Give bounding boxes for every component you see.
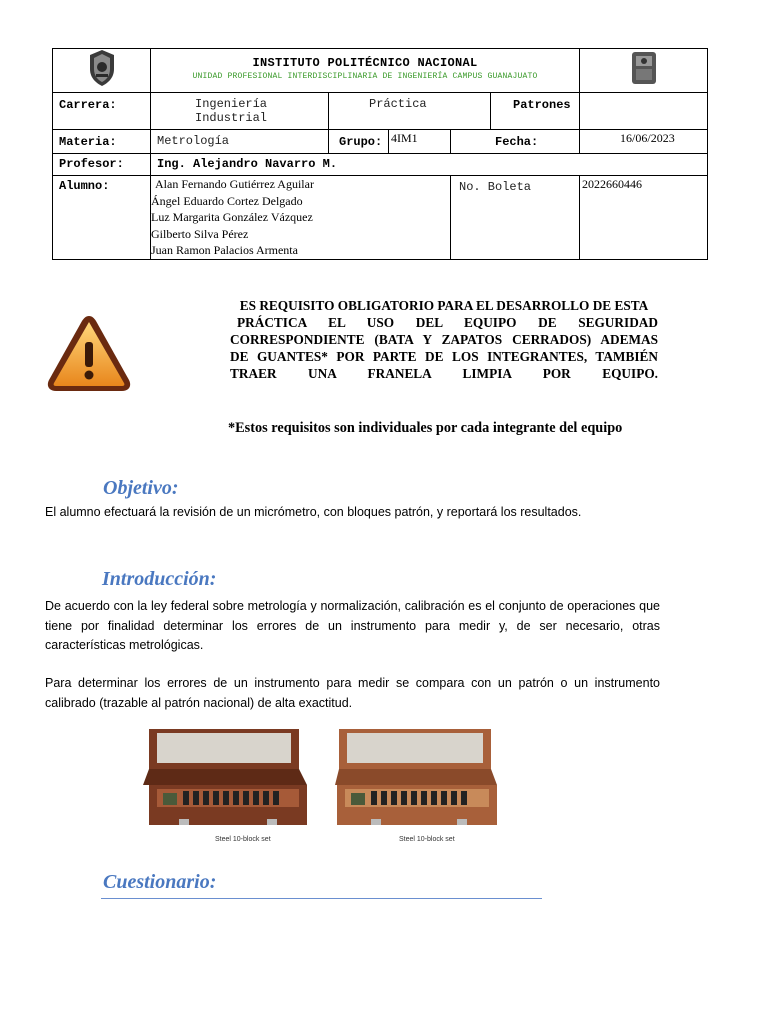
upiig-logo-icon [630,50,658,86]
cuestionario-heading: Cuestionario: [103,871,217,893]
caption-right: Steel 10-block set [399,836,455,843]
requirements-note: *Estos requisitos son individuales por cada integrante del equipo [228,420,623,436]
practica-label: Práctica [329,93,491,130]
student-name: Luz Margarita González Vázquez [151,210,313,224]
warning-line: TRAER UNA FRANELA LIMPIA POR EQUIPO. [230,366,658,381]
carrera-value-line-1: Ingeniería [195,97,268,111]
introduccion-heading: Introducción: [102,568,217,590]
profesor-label: Profesor: [53,154,151,176]
carrera-value-line-2: Industrial [195,111,268,125]
students-list [151,176,451,260]
grupo-value: 4IM1 [389,130,451,154]
header-table [52,48,708,260]
introduccion-paragraph-1: De acuerdo con la ley federal sobre metrología y normalización, calibración es el conjunto de operaciones que tiene por finalidad determinar los errores de un instrumento para medir y, de ser necesario, otras características metrológicas. [45,599,660,652]
institute-name: INSTITUTO POLITÉCNICO NACIONAL [252,56,478,70]
practica-value: Patrones [491,93,580,130]
fecha-label: Fecha: [451,130,580,154]
institute-cell [151,49,580,93]
student-name: Gilberto Silva Pérez [151,226,249,241]
materia-label: Materia: [53,130,151,154]
student-name: Ángel Eduardo Cortez Delgado [151,193,303,208]
grupo-label: Grupo: [329,130,389,154]
alumno-label: Alumno: [53,176,151,260]
fecha-value: 16/06/2023 [580,130,708,154]
logo-right-cell [580,49,708,93]
cuestionario-underline [101,898,542,899]
warning-line: PRÁCTICA EL USO DEL EQUIPO DE SEGURIDAD [237,315,658,330]
carrera-value [151,93,329,130]
student-name: Alan Fernando Gutiérrez Aguilar [155,177,314,191]
gauge-block-sets-figure [139,727,499,849]
profesor-value: Ing. Alejandro Navarro M. [151,154,708,176]
warning-icon [45,312,133,394]
objetivo-heading: Objetivo: [103,477,179,499]
boleta-value: 2022660446 [580,176,708,260]
student-name: Juan Ramon Palacios Armenta [151,243,298,257]
warning-line: DE GUANTES* POR PARTE DE LOS INTEGRANTES, TAMBIÉN [230,349,658,364]
gauge-block-box-left [143,729,307,843]
warning-line: CORRESPONDIENTE (BATA Y ZAPATOS CERRADOS) ADEMAS [230,332,658,347]
boleta-label: No. Boleta [451,176,580,260]
unit-name: UNIDAD PROFESIONAL INTERDISCIPLINARIA DE INGENIERÍA CAMPUS GUANAJUATO [192,72,538,81]
practica-extra-cell [580,93,708,130]
objetivo-text: El alumno efectuará la revisión de un micrómetro, con bloques patrón, y reportará los resultados. [45,505,582,519]
safety-requirement-text [230,297,658,382]
caption-left: Steel 10-block set [215,836,271,843]
logo-left-cell [53,49,151,93]
introduccion-paragraph-2: Para determinar los errores de un instrumento para medir se compara con un patrón o un instrumento calibrado (trazable al patrón nacional) de alta exactitud. [45,676,660,710]
ipn-logo-icon [87,49,117,87]
warning-line: ES REQUISITO OBLIGATORIO PARA EL DESARROLLO DE ESTA [239,298,649,313]
gauge-block-box-right [335,729,497,843]
carrera-label: Carrera: [53,93,151,130]
materia-value: Metrología [151,130,329,154]
